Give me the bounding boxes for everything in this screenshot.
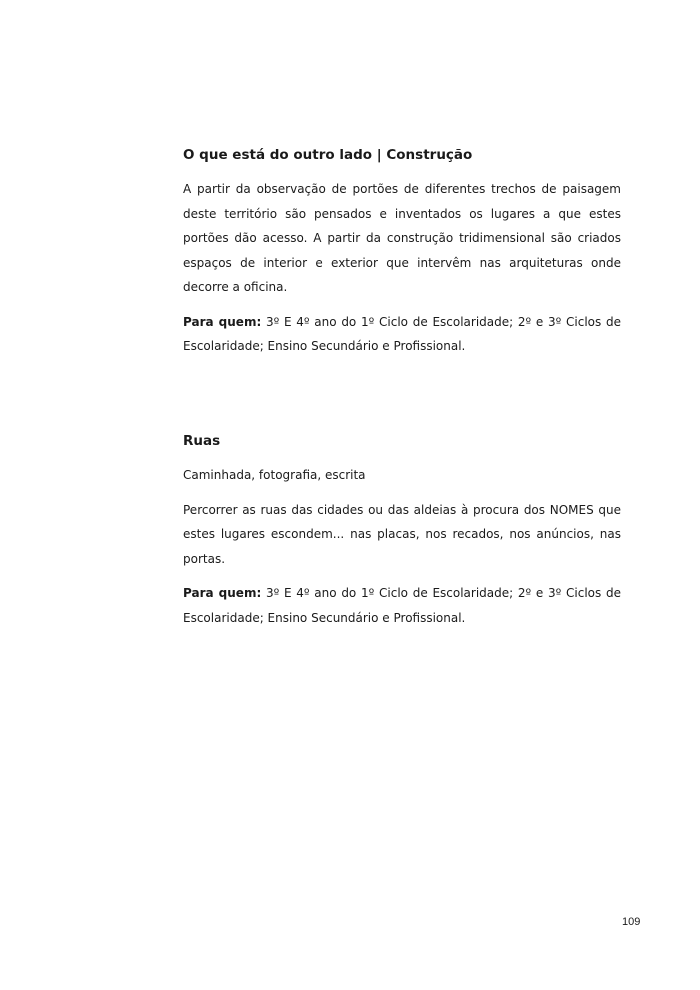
section-construcao xyxy=(183,147,621,369)
section-title: Ruas xyxy=(183,433,221,449)
section-ruas xyxy=(183,433,621,640)
section-description: A partir da observação de portões de diferentes trechos de paisagem deste território são pensados e inventados os lugares a que estes portões dão acesso. A partir da construção tridimensional são criados espaços de interior e exterior que intervêm nas arquiteturas onde decorre a oficina. xyxy=(183,182,621,294)
audience-line xyxy=(183,310,621,359)
audience-label: Para quem: xyxy=(183,314,262,329)
page-number: 109 xyxy=(622,916,641,928)
audience-text: 3º E 4º ano do 1º Ciclo de Escolaridade; 2º e 3º Ciclos de Escolaridade; Ensino Secundário e Profissional. xyxy=(183,314,621,353)
section-title: O que está do outro lado | Construção xyxy=(183,147,473,163)
audience-line xyxy=(183,581,621,630)
section-subtitle: Caminhada, fotografia, escrita xyxy=(183,468,366,482)
section-description: Percorrer as ruas das cidades ou das aldeias à procura dos NOMES que estes lugares escondem... nas placas, nos recados, nos anúncios, nas portas. xyxy=(183,502,621,566)
audience-label: Para quem: xyxy=(183,586,262,600)
audience-text: 3º E 4º ano do 1º Ciclo de Escolaridade; 2º e 3º Ciclos de Escolaridade; Ensino Secundário e Profissional. xyxy=(183,586,621,625)
